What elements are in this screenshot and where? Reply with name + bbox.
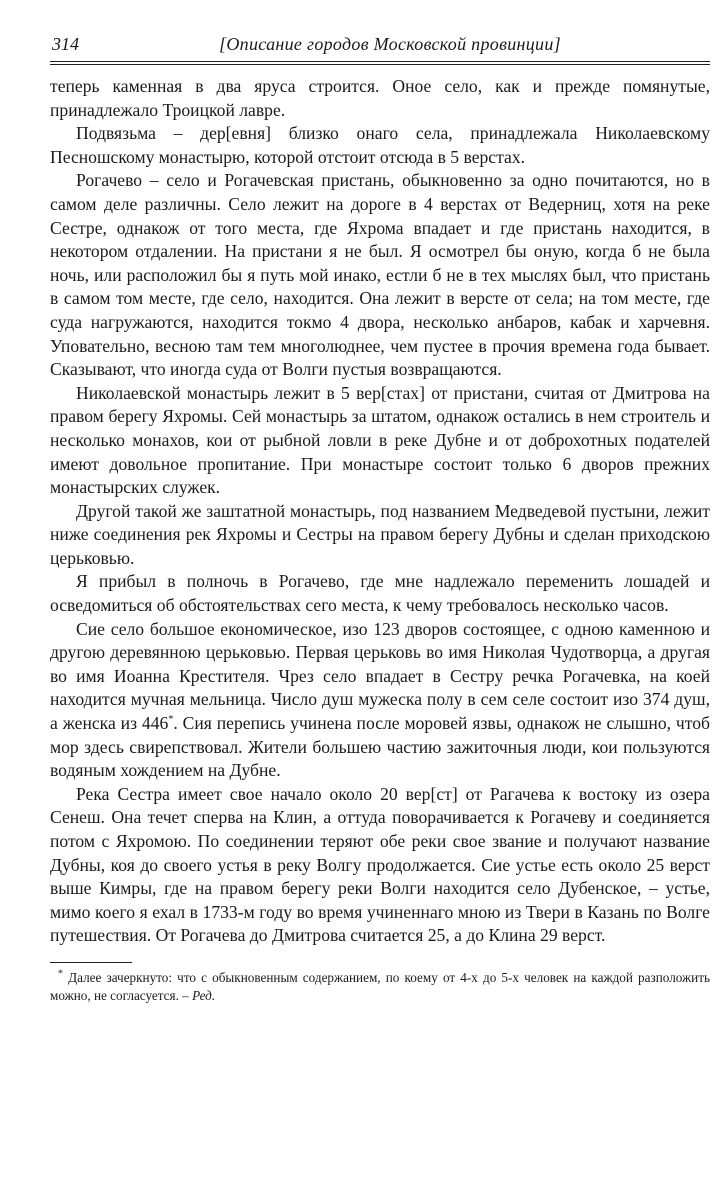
paragraph: Я прибыл в полночь в Рогачево, где мне надлежало переменить лошадей и осведомиться об обстоятельствах сего места, к чему требовалось несколько часов. bbox=[50, 571, 710, 616]
page-header bbox=[50, 34, 710, 61]
paragraph: Подвязьма – дер[евня] близко онаго села, принадлежала Николаевскому Песношскому монастырю, которой отстоит отсюда в 5 верстах. bbox=[50, 123, 710, 167]
running-title: [Описание городов Московской провинции] bbox=[219, 34, 561, 54]
editor-note: Ред. bbox=[192, 987, 216, 1003]
footnote bbox=[50, 969, 710, 1005]
footnote-rule bbox=[50, 962, 132, 963]
paragraph: Другой такой же заштатной монастырь, под названием Медведевой пустыни, лежит ниже соединения рек Яхромы и Сестры на правом берегу Дубны и сделан приходскою церьковью. bbox=[50, 500, 710, 568]
paragraph bbox=[50, 618, 710, 783]
book-page bbox=[50, 34, 710, 1005]
paragraph: теперь каменная в два яруса строится. Оное село, как и прежде помянутые, принадлежало Троицкой лавре. bbox=[50, 76, 710, 120]
footnote-text: Далее зачеркнуто: что с обыкновенным содержанием, по коему от 4-х до 5-х человек на каждой разположить можно, не согласуется. – bbox=[50, 969, 710, 1003]
paragraph: Николаевской монастырь лежит в 5 вер[стах] от пристани, считая от Дмитрова на правом берегу Яхромы. Сей монастырь за штатом, однакож остались в нем строитель и несколько монахов, кои от рыбной ловли в реке Дубне и от доброхотных подателей имеют довольное пропитание. При монастыре состоит только 6 дворов прежних монастырских служек. bbox=[50, 382, 710, 498]
header-rule bbox=[50, 61, 710, 65]
paragraph: Рогачево – село и Рогачевская пристань, обыкновенно за одно почитаются, но в самом деле различны. Село лежит на дороге в 4 верстах от Ведерниц, хотя на реке Сестре, однакож от того места, где Яхрома впадает и где пристань находится, в некотором отдалении. На пристани я не был. Я осмотрел бы оную, когда б не была ночь, или расположил бы я путь мой инако, естли б не в тех мыслях был, что пристань в самом том месте, где село, находится. Она лежит в версте от села; на том месте, где суда нагружаются, находится токмо 4 двора, несколько анбаров, кабак и харчевня. Уповательно, весною там тем многолюднее, чем пустее в прочия времена года бывает. Сказывают, что иногда суда от Волги пустыя возвращаются. bbox=[50, 170, 710, 380]
footnote-mark: * bbox=[168, 714, 174, 726]
paragraph-text: Сие село большое економическое, изо 123 дворов состоящее, с одною каменною и другою деревянною церьковью. Первая церьковь во имя Николая Чудотворца, а другая во имя Иоанна Крестителя. Чрез село впадает в Сестру речка Рогачевка, на коей находится мучная мельница. Число душ мужеска полу в сем селе состоит изо 374 душ, а женска из 446 bbox=[50, 618, 710, 734]
footnote-mark: * bbox=[58, 968, 63, 980]
paragraph-text: . Сия перепись учинена после моровей язвы, однакож не слышно, чтоб мор здесь свирепствовал. Жители большею частию зажиточныя люди, кои пользуются водяным хождением на Дубне. bbox=[50, 713, 710, 781]
page-number: 314 bbox=[52, 34, 79, 54]
main-text bbox=[50, 75, 710, 948]
paragraph: Река Сестра имеет свое начало около 20 вер[ст] от Рагачева к востоку из озера Сенеш. Она течет сперва на Клин, а оттуда поворачивается к Рогачеву и соединяется потом с Яхромою. По соединении теряют обе реки свое звание и получают название Дубны, коя до своего устья в реку Волгу продолжается. Сие устье есть около 25 верст выше Кимры, где на правом берегу реки Волги находится село Дубенское, – устье, мимо коего я ехал в 1733-м году во время учиненнаго мною из Твери в Казань по Волге путешествия. От Рогачева до Дмитрова считается 25, а до Клина 29 верст. bbox=[50, 783, 710, 946]
